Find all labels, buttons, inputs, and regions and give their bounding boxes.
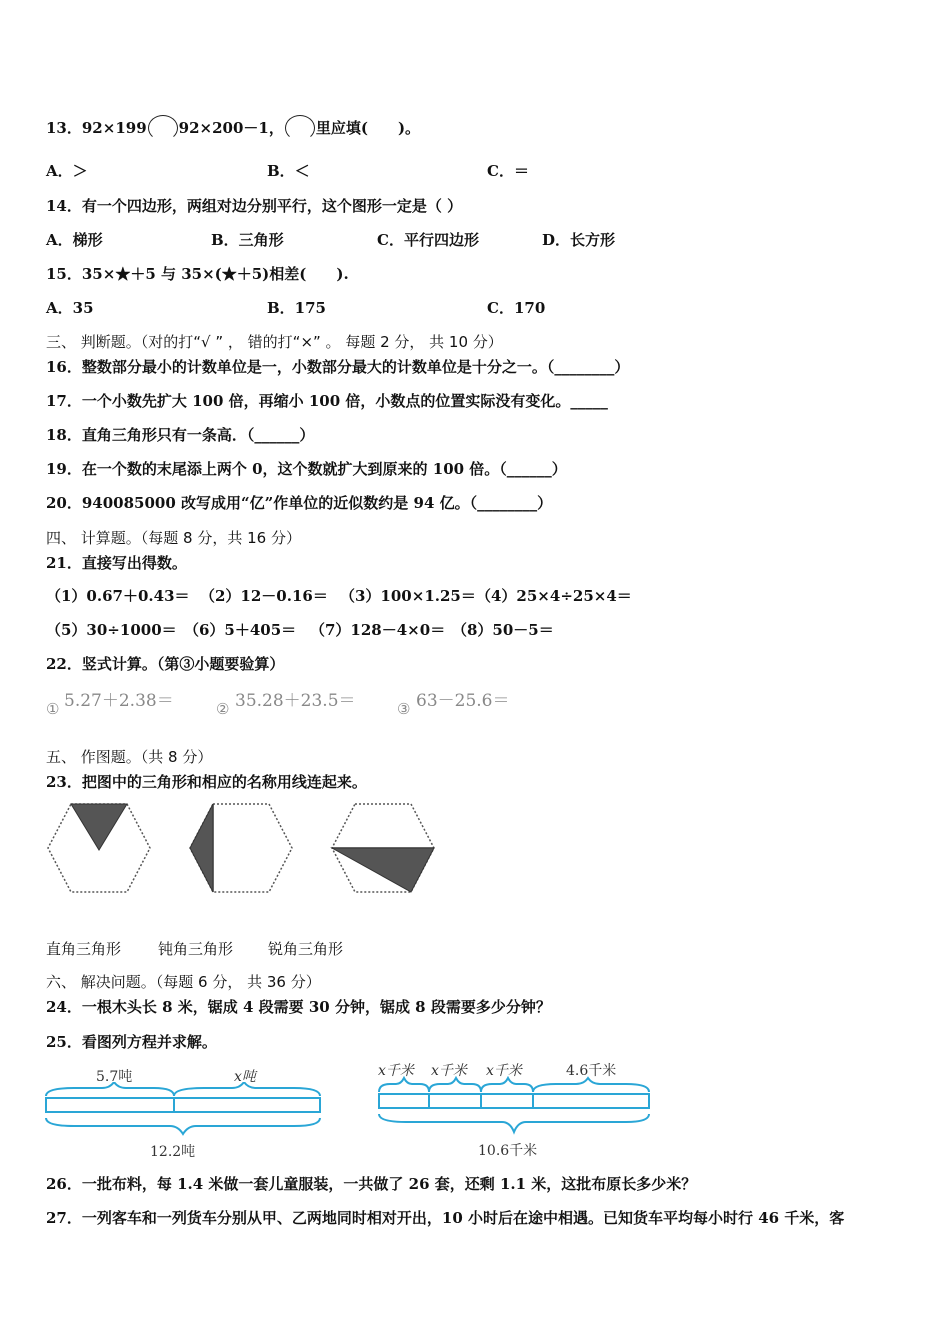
q13-option-a[interactable]: A．＞ <box>46 162 88 180</box>
blank-circle[interactable] <box>148 115 178 141</box>
q22-number: ③ <box>397 700 411 718</box>
total-label: 10.6千米 <box>478 1143 538 1159</box>
q21-item: （2）12－0.16＝ <box>200 587 328 605</box>
q21-item: （3）100×1.25＝ <box>340 587 476 605</box>
q18: 18．直角三角形只有一条高．（______） <box>46 426 315 444</box>
segment-label-unknown: x千米 <box>486 1063 522 1079</box>
q13: 13．92×199 92×200－1， 里应填( )。 <box>46 115 420 141</box>
section-5-heading: 五、 作图题。（共 8 分） <box>46 748 213 766</box>
q21-item: （8）50－5＝ <box>452 621 554 639</box>
q13-option-b[interactable]: B．＜ <box>267 162 310 180</box>
triangle-name-acute[interactable]: 锐角三角形 <box>268 940 344 958</box>
segment-diagram-right <box>376 1076 656 1136</box>
q26: 26．一批布料，每 1.4 米做一套儿童服装，一共做了 26 套，还剩 1.1 米，这批布原长多少米？ <box>46 1175 697 1193</box>
q14-option-c[interactable]: C．平行四边形 <box>377 231 479 249</box>
q21-item: （1）0.67＋0.43＝ <box>46 587 190 605</box>
total-label: 12.2吨 <box>150 1144 196 1160</box>
q21-item: （7）128－4×0＝ <box>310 621 446 639</box>
q14: 14．有一个四边形，两组对边分别平行，这个图形一定是（ ） <box>46 197 463 215</box>
q22-expression: 5.27＋2.38＝ <box>64 691 174 711</box>
hexagon-figure-3 <box>328 800 438 896</box>
q22-number: ② <box>216 700 230 718</box>
section-6-heading: 六、 解决问题。（每题 6 分， 共 36 分） <box>46 973 321 991</box>
q15-option-c[interactable]: C．170 <box>487 299 546 317</box>
segment-diagram-left <box>44 1082 324 1138</box>
obtuse-triangle-shape[interactable] <box>190 804 213 892</box>
q22-expression: 63－25.6＝ <box>416 691 510 711</box>
segment-label-unknown: x吨 <box>234 1069 256 1085</box>
q19: 19．在一个数的末尾添上两个 0，这个数就扩大到原来的 100 倍。（______） <box>46 460 567 478</box>
section-3-heading: 三、 判断题。（对的打“√ ” ， 错的打“×” 。 每题 2 分， 共 10 分） <box>46 333 503 351</box>
q22-expression: 35.28＋23.5＝ <box>235 691 356 711</box>
q14-option-b[interactable]: B．三角形 <box>211 231 284 249</box>
segment-label-unknown: x千米 <box>378 1063 414 1079</box>
triangle-name-right[interactable]: 直角三角形 <box>46 940 122 958</box>
q23: 23．把图中的三角形和相应的名称用线连起来。 <box>46 773 367 791</box>
q21-item: （5）30÷1000＝ <box>46 621 177 639</box>
segment-label: 4.6千米 <box>566 1063 617 1079</box>
q13-option-c[interactable]: C．＝ <box>487 162 529 180</box>
q24: 24．一根木头长 8 米，锯成 4 段需要 30 分钟，锯成 8 段需要多少分钟？ <box>46 998 551 1016</box>
q16: 16．整数部分最小的计数单位是一，小数部分最大的计数单位是十分之一。（________） <box>46 358 630 376</box>
section-4-heading: 四、 计算题。（每题 8 分，共 16 分） <box>46 529 301 547</box>
q15-option-b[interactable]: B．175 <box>267 299 326 317</box>
q14-option-a[interactable]: A．梯形 <box>46 231 103 249</box>
q21: 21．直接写出得数。 <box>46 554 187 572</box>
hexagon-figure-1 <box>44 800 154 896</box>
segment-label-unknown: x千米 <box>431 1063 467 1079</box>
q15: 15．35×★＋5 与 35×(★＋5)相差( ). <box>46 265 349 283</box>
q21-item: （6）5＋405＝ <box>184 621 297 639</box>
blank-circle[interactable] <box>285 115 315 141</box>
q22-number: ① <box>46 700 60 718</box>
q22: 22．竖式计算。（第③小题要验算） <box>46 655 285 673</box>
acute-triangle-shape[interactable] <box>71 804 127 850</box>
q14-option-d[interactable]: D．长方形 <box>542 231 616 249</box>
q15-option-a[interactable]: A．35 <box>46 299 94 317</box>
right-triangle-shape[interactable] <box>332 848 434 892</box>
hexagon-figure-2 <box>186 800 296 896</box>
q20: 20．940085000 改写成用“亿”作单位的近似数约是 94 亿。（________） <box>46 494 553 512</box>
q25: 25．看图列方程并求解。 <box>46 1033 217 1051</box>
q21-item: （4）25×4÷25×4＝ <box>476 587 632 605</box>
q17: 17．一个小数先扩大 100 倍，再缩小 100 倍，小数点的位置实际没有变化。_____ <box>46 392 608 410</box>
segment-label: 5.7吨 <box>96 1069 133 1085</box>
triangle-name-obtuse[interactable]: 钝角三角形 <box>158 940 234 958</box>
q27: 27．一列客车和一列货车分别从甲、乙两地同时相对开出，10 小时后在途中相遇。已知货车平均每小时行 46 千米，客 <box>46 1209 845 1227</box>
